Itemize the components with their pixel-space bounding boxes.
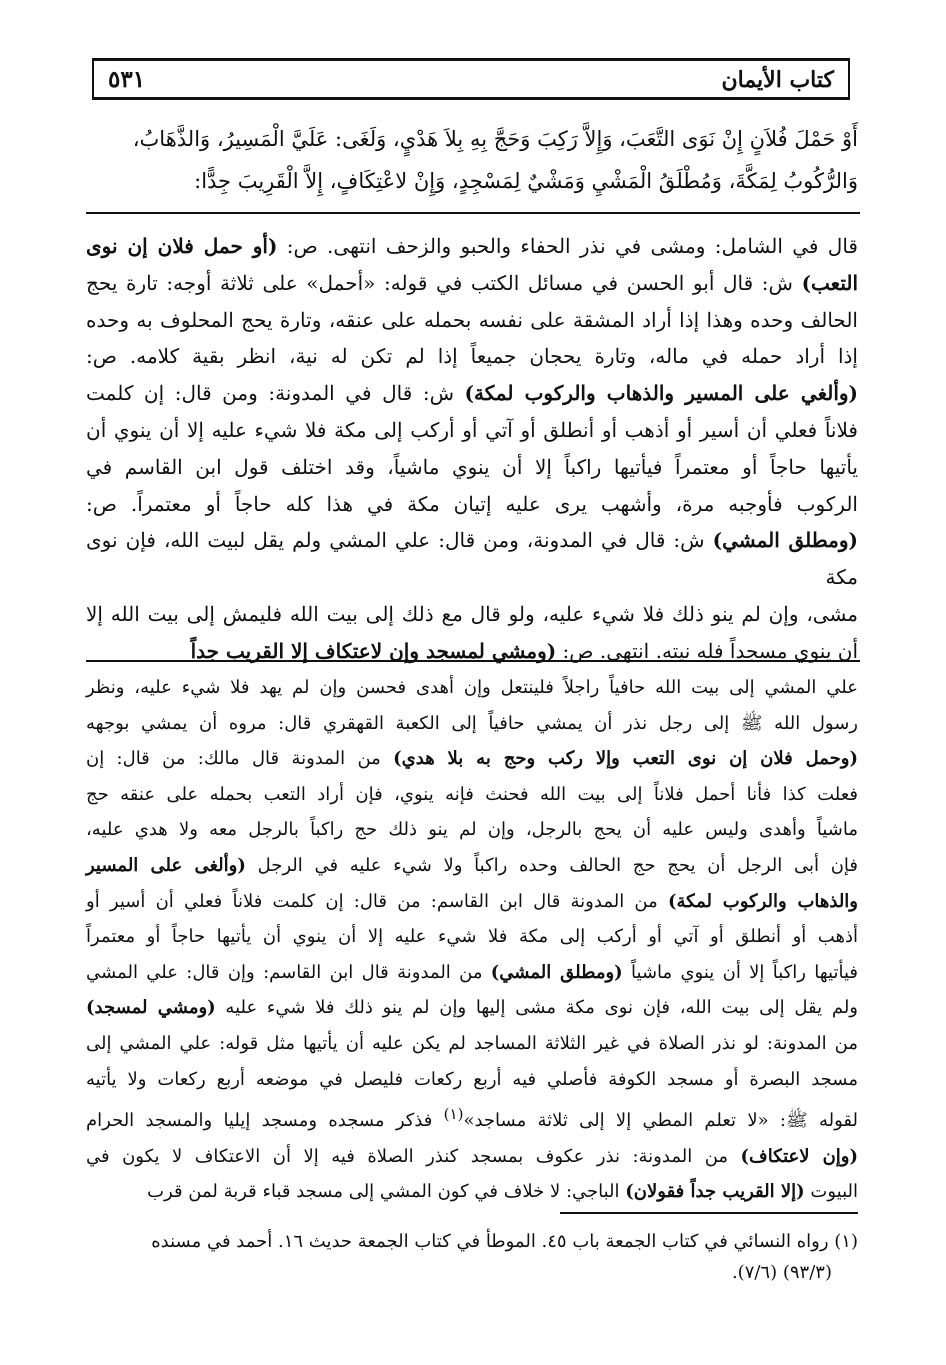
second-commentary-line: رسول الله ﷺ إلى رجل نذر أن يمشي حافياً إلى الكعبة القهقري قال: مروه أن يمشي بوجهه — [86, 712, 858, 734]
second-commentary-line: ماشياً وأهدى وليس عليه أن يحج بالرجل، وإن لم ينو ذلك حج راكباً بالرجل معه ولا هدي عليه، — [86, 819, 858, 841]
second-commentary-line: فيأتيها راكباً إلا أن ينوي ماشياً (ومطلق المشي) من المدونة قال ابن القاسم: وإن قال: علي المشي — [86, 961, 858, 983]
second-commentary-line: مسجد البصرة أو مسجد الكوفة فأصلي فيه أربع ركعات فليصل في موضعه أربع ركعات ولا يأتيه — [86, 1068, 858, 1090]
second-commentary-line: ولم يقل إلى بيت الله، فإن نوى مكة مشى إليها وإن لم ينو ذلك فلا شيء عليه (ومشي لمسجد) — [86, 997, 858, 1019]
page-header — [92, 58, 850, 100]
commentary-block — [86, 228, 858, 670]
commentary-line: الركوب فأوجبه مرة، وأشهب يرى عليه إتيان مكة في هذا كله حاجاً أو معتمراً. ص: — [86, 491, 858, 516]
second-commentary-line: لقوله ﷺ: «لا تعلم المطي إلا إلى ثلاثة مساجد»$^{(١)}$ فذكر مسجده ومسجد إيليا والمسجد الحرام — [86, 1105, 858, 1132]
commentary-line: الحالف وحده وهذا إذا أراد المشقة على نفسه بحمله على عنقه، وتارة يحج المحلوف به وحده — [86, 307, 858, 332]
commentary-line: مشى، وإن لم ينو ذلك فلا شيء عليه، ولو قال مع ذلك إلى بيت الله فليمش إلى بيت الله إلا — [86, 601, 858, 626]
commentary-line: (وألغي على المسير والذهاب والركوب لمكة) ش: قال في المدونة: ومن قال: إن كلمت — [86, 381, 858, 406]
commentary-line: إذا أراد حمله في ماله، وتارة يحجان جميعاً إذا لم تكن له نية، انظر بقية كلامه. ص: — [86, 344, 858, 369]
second-commentary-line: (وحمل فلان إن نوى التعب وإلا ركب وحج به بلا هدي) من المدونة قال مالك: من قال: إن — [86, 748, 858, 770]
second-commentary-line: من المدونة: لو نذر الصلاة في غير الثلاثة المساجد لم يكن عليه أن يأتيها مثل قوله: علي المشي إلى — [86, 1032, 858, 1054]
second-commentary-line: علي المشي إلى بيت الله حافياً راجلاً فلينتعل وإن أهدى فحسن وإن لم يهد فلا شيء عليه، ونظر — [86, 677, 858, 698]
commentary-line: فلاناً فعلي أن أسير أو أذهب أو أنطلق أو آتي أو أركب إلى مكة فلا شيء عليه إلا أن ينوي أن — [86, 417, 858, 442]
commentary-line: أن ينوي مسجداً فله نيته. انتهى. ص: (ومشي لمسجد وإن لاعتكاف إلا القريب جداً — [190, 638, 858, 663]
commentary-line: قال في الشامل: ومشى في نذر الحفاء والحبو والزحف انتهى. ص: (أو حمل فلان إن نوى — [86, 234, 858, 258]
second-commentary-block — [86, 670, 858, 1210]
second-commentary-line: والذهاب والركوب لمكة) من المدونة قال ابن القاسم: من قال: إن كلمت فلاناً فعلي أن أسير أو — [86, 890, 858, 912]
second-commentary-line: (وإن لاعتكاف) من المدونة: نذر عكوف بمسجد كنذر الصلاة فيه إلا أن الاعتكاف لا يكون في — [86, 1145, 859, 1167]
commentary-line: يأتيها حاجاً أو معتمراً فيأتيها راكباً إلا أن ينوي ماشياً، وقد اختلف قول ابن القاسم في — [86, 454, 858, 479]
verse-line: وَالرُّكُوبُ لِمَكَّةَ، وَمُطْلَقُ الْمَشْيِ وَمَشْيٌ لِمَسْجِدٍ، وَإِنْ لاعْتِكَافٍ، إِلاَّ الْقَرِيبَ جِدًّا: — [194, 169, 858, 193]
chapter-title: كتاب الأيمان — [721, 67, 834, 93]
matn-verse — [88, 118, 858, 202]
divider-top — [86, 212, 860, 214]
commentary-line: التعب) ش: قال أبو الحسن في مسائل الكتب في قوله: «أحمل» على ثلاثة أوجه: تارة يحج — [86, 270, 858, 295]
commentary-line: (ومطلق المشي) ش: قال في المدونة، ومن قال: علي المشي ولم يقل لبيت الله، فإن نوى مكة — [86, 528, 858, 590]
second-commentary-line: البيوت (إلا القريب جداً فقولان) الباجي: لا خلاف في كون المشي إلى مسجد قباء قربة لمن قرب — [147, 1181, 858, 1203]
second-commentary-line: فعلت كذا فأنا أحمل فلاناً إلى بيت الله فحنث فإنه ينوي، فإن أراد التعب بحمله على عنقه حج — [86, 783, 858, 805]
second-commentary-line: أذهب أو أنطلق أو آتي أو أركب إلى مكة فلا شيء عليه إلا أن ينوي أن يأتيها حاجاً أو معتمراً — [86, 926, 858, 948]
page-number: ٥٣١ — [108, 66, 146, 93]
second-commentary-line: فإن أبى الرجل أن يحج حج الحالف وحده راكباً ولا شيء عليه في الرجل (وألغى على المسير — [86, 854, 859, 876]
divider-middle — [86, 660, 860, 662]
footnotes — [86, 1226, 858, 1288]
footnote-line: (١) رواه النسائي في كتاب الجمعة باب ٤٥. الموطأ في كتاب الجمعة حديث ١٦. أحمد في مسنده — [151, 1231, 858, 1252]
footnote-line: (٩٣/٣) (٧/٦). — [731, 1262, 832, 1283]
footnote-divider — [560, 1212, 858, 1214]
verse-line: أَوْ حَمْلَ فُلاَنٍ إِنْ نَوَى التَّعَبَ، وَإِلاَّ رَكِبَ وَحَجَّ بِهِ بِلاَ هَدْيٍ، وَلَغَى: عَلَيَّ الْمَسِيرُ، وَالذَّهَابُ، — [132, 127, 858, 151]
